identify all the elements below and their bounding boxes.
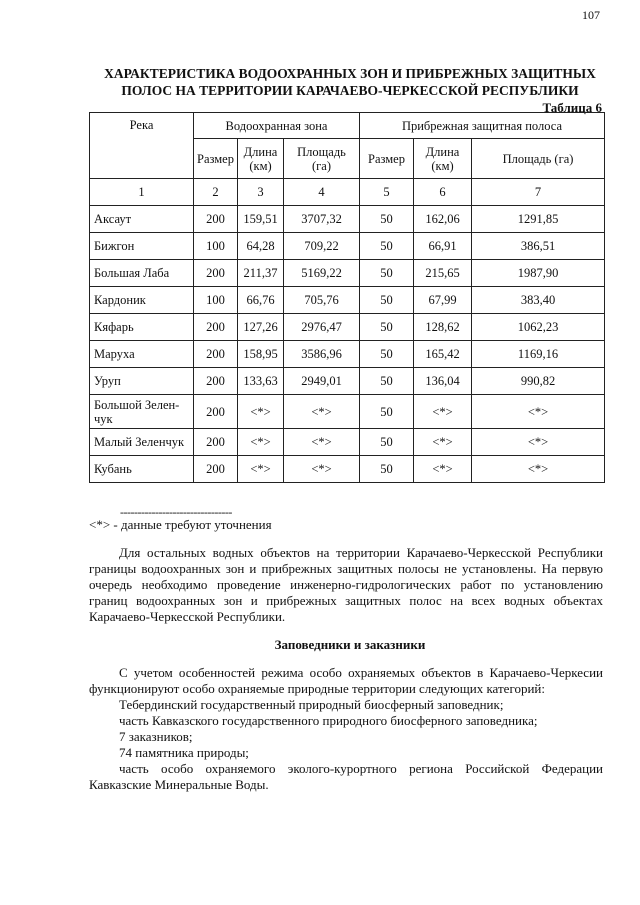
table-cell: 200 bbox=[194, 260, 238, 287]
header-size: Размер bbox=[194, 139, 238, 179]
table-cell: 990,82 bbox=[472, 368, 605, 395]
table-cell: 133,63 bbox=[238, 368, 284, 395]
river-name: Бижгон bbox=[90, 233, 194, 260]
river-name: Уруп bbox=[90, 368, 194, 395]
table-cell: 67,99 bbox=[414, 287, 472, 314]
col-num: 1 bbox=[90, 179, 194, 206]
table-cell: 200 bbox=[194, 456, 238, 483]
river-name: Кяфарь bbox=[90, 314, 194, 341]
table-cell: 215,65 bbox=[414, 260, 472, 287]
length-line-2: (км) bbox=[249, 158, 272, 173]
table-cell: 200 bbox=[194, 314, 238, 341]
header-length-2 bbox=[414, 139, 472, 179]
table-cell: 127,26 bbox=[238, 314, 284, 341]
table-cell: 386,51 bbox=[472, 233, 605, 260]
river-name: Кардоник bbox=[90, 287, 194, 314]
table-cell: 100 bbox=[194, 287, 238, 314]
title-line-1: ХАРАКТЕРИСТИКА ВОДООХРАННЫХ ЗОН И ПРИБРЕЖНЫХ ЗАЩИТНЫХ bbox=[104, 66, 596, 81]
table-cell: <*> bbox=[284, 395, 360, 429]
header-river: Река bbox=[90, 113, 194, 179]
table-cell: 2976,47 bbox=[284, 314, 360, 341]
table-cell: <*> bbox=[472, 395, 605, 429]
table-row bbox=[90, 368, 605, 395]
table-cell: 50 bbox=[360, 341, 414, 368]
header-size-2: Размер bbox=[360, 139, 414, 179]
table-number-row bbox=[90, 179, 605, 206]
table-cell: 50 bbox=[360, 206, 414, 233]
table-cell: <*> bbox=[414, 395, 472, 429]
title-line-2: ПОЛОС НА ТЕРРИТОРИИ КАРАЧАЕВО-ЧЕРКЕССКОЙ РЕСПУБЛИКИ bbox=[121, 83, 579, 98]
river-name: Большая Лаба bbox=[90, 260, 194, 287]
col-num: 4 bbox=[284, 179, 360, 206]
river-name: Аксаут bbox=[90, 206, 194, 233]
table-cell: 383,40 bbox=[472, 287, 605, 314]
table-cell: 50 bbox=[360, 368, 414, 395]
table-cell: <*> bbox=[414, 429, 472, 456]
table-cell: <*> bbox=[284, 429, 360, 456]
document-title bbox=[60, 65, 640, 99]
table-row bbox=[90, 341, 605, 368]
table-row bbox=[90, 429, 605, 456]
table-cell: 1987,90 bbox=[472, 260, 605, 287]
table-cell: <*> bbox=[238, 456, 284, 483]
river-name: Малый Зеленчук bbox=[90, 429, 194, 456]
table-cell: <*> bbox=[472, 456, 605, 483]
paragraph-3: часть особо охраняемого эколого-курортного региона Российской Федерации Кавказские Минеральные Воды. bbox=[89, 761, 603, 792]
header-water-zone: Водоохранная зона bbox=[194, 113, 360, 139]
area-line-2: (га) bbox=[311, 158, 331, 173]
table-cell: 200 bbox=[194, 206, 238, 233]
col-num: 2 bbox=[194, 179, 238, 206]
table-row bbox=[90, 287, 605, 314]
river-name: Маруха bbox=[90, 341, 194, 368]
table-cell: 162,06 bbox=[414, 206, 472, 233]
table-cell: 128,62 bbox=[414, 314, 472, 341]
table-header-row bbox=[90, 113, 605, 139]
river-name: Кубань bbox=[90, 456, 194, 483]
col-num: 7 bbox=[472, 179, 605, 206]
table-row bbox=[90, 233, 605, 260]
header-coastal-strip: Прибрежная защитная полоса bbox=[360, 113, 605, 139]
table-cell: 50 bbox=[360, 287, 414, 314]
table-cell: 66,91 bbox=[414, 233, 472, 260]
table-cell: <*> bbox=[284, 456, 360, 483]
table-cell: 50 bbox=[360, 233, 414, 260]
table-cell: 200 bbox=[194, 395, 238, 429]
table-label: Таблица 6 bbox=[542, 100, 602, 115]
section-heading: Заповедники и заказники bbox=[274, 637, 426, 652]
area-line-1: Площадь bbox=[297, 144, 346, 159]
header-area bbox=[284, 139, 360, 179]
table-cell: 136,04 bbox=[414, 368, 472, 395]
col-num: 5 bbox=[360, 179, 414, 206]
list-item: Тебердинский государственный природный биосферный заповедник; bbox=[119, 697, 504, 712]
paragraph-2: С учетом особенностей режима особо охраняемых объектов в Карачаево-Черкесии функционируют особо охраняемые природные территории следующих категорий: bbox=[89, 665, 603, 696]
table-row bbox=[90, 395, 605, 429]
paragraph-1: Для остальных водных объектов на территории Карачаево-Черкесской Республики границы водоохранных зон и прибрежных защитных полосы не установлены. На первую очередь необходимо проведение инженерно-гидрологических работ по установлению границ водоохранных зон и прибрежных защитных полос на всех водных объектах Карачаево-Черкесской Республики. bbox=[89, 545, 603, 624]
table-cell: 64,28 bbox=[238, 233, 284, 260]
river-name: Большой Зелен- чук bbox=[90, 395, 194, 429]
list-item: 74 памятника природы; bbox=[119, 745, 249, 760]
table-cell: 200 bbox=[194, 341, 238, 368]
table-cell: 5169,22 bbox=[284, 260, 360, 287]
table-cell: 1169,16 bbox=[472, 341, 605, 368]
table-cell: 200 bbox=[194, 368, 238, 395]
length-line-1: Длина bbox=[243, 144, 278, 159]
table-cell: 709,22 bbox=[284, 233, 360, 260]
table-cell: 100 bbox=[194, 233, 238, 260]
table-cell: 705,76 bbox=[284, 287, 360, 314]
water-zones-table bbox=[89, 112, 605, 483]
length-line-1: Длина bbox=[425, 144, 460, 159]
table-cell: 3586,96 bbox=[284, 341, 360, 368]
page-number: 107 bbox=[582, 8, 600, 22]
list-item: часть Кавказского государственного природного биосферного заповедника; bbox=[119, 713, 538, 728]
table-cell: 200 bbox=[194, 429, 238, 456]
table-cell: 159,51 bbox=[238, 206, 284, 233]
header-length bbox=[238, 139, 284, 179]
table-row bbox=[90, 456, 605, 483]
table-cell: 50 bbox=[360, 429, 414, 456]
table-cell: <*> bbox=[238, 395, 284, 429]
table-cell: 66,76 bbox=[238, 287, 284, 314]
length-line-2: (км) bbox=[431, 158, 454, 173]
table-cell: 50 bbox=[360, 395, 414, 429]
table-cell: 1062,23 bbox=[472, 314, 605, 341]
table-cell: 211,37 bbox=[238, 260, 284, 287]
col-num: 6 bbox=[414, 179, 472, 206]
table-row bbox=[90, 260, 605, 287]
footnote-separator: -------------------------------- bbox=[120, 505, 232, 519]
table-cell: 50 bbox=[360, 314, 414, 341]
table-cell: 165,42 bbox=[414, 341, 472, 368]
table-cell: 1291,85 bbox=[472, 206, 605, 233]
table-row bbox=[90, 206, 605, 233]
table-cell: <*> bbox=[414, 456, 472, 483]
table-cell: <*> bbox=[472, 429, 605, 456]
list-item: 7 заказников; bbox=[119, 729, 193, 744]
table-cell: 50 bbox=[360, 456, 414, 483]
table-row bbox=[90, 314, 605, 341]
footnote: <*> - данные требуют уточнения bbox=[89, 517, 272, 532]
table-cell: 50 bbox=[360, 260, 414, 287]
col-num: 3 bbox=[238, 179, 284, 206]
table-cell: 3707,32 bbox=[284, 206, 360, 233]
table-cell: <*> bbox=[238, 429, 284, 456]
table-cell: 2949,01 bbox=[284, 368, 360, 395]
table-cell: 158,95 bbox=[238, 341, 284, 368]
header-area-full: Площадь (га) bbox=[472, 139, 605, 179]
